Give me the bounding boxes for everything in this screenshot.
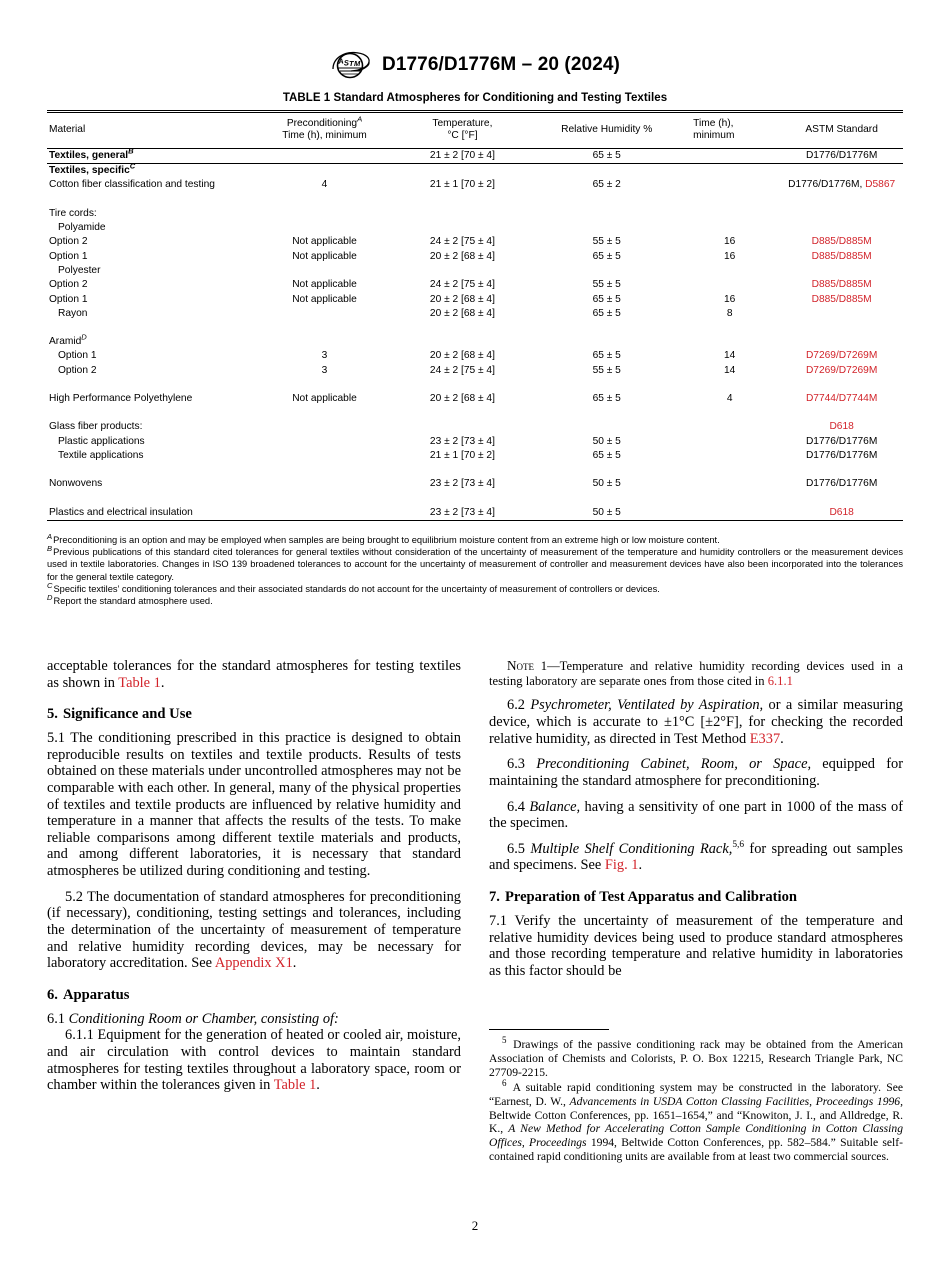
cell-material-text: Aramid	[49, 336, 82, 348]
table-row	[47, 420, 903, 434]
footnote-6-marker: 6	[502, 1077, 507, 1088]
cell-relative-humidity	[534, 221, 679, 235]
section-6-title: Apparatus	[62, 986, 130, 1003]
cell-relative-humidity: 50 ± 5	[592, 506, 621, 518]
cell-temperature: 20 ± 2 [68 ± 4]	[429, 250, 495, 262]
cell-astm-standard[interactable]: D618	[829, 421, 854, 433]
cell-relative-humidity	[534, 420, 679, 434]
link-e337[interactable]: E337	[749, 730, 781, 747]
paragraph-6-5-tail: .	[638, 857, 643, 874]
cell-astm-standard[interactable]: D885/D885M	[811, 279, 872, 291]
cell-time	[679, 264, 780, 278]
table-row	[47, 335, 903, 349]
cell-material: Rayon	[58, 307, 88, 319]
cell-temperature	[391, 207, 535, 221]
paragraph-6-3	[489, 756, 903, 789]
table-row	[47, 250, 903, 264]
paragraph-continued	[47, 658, 461, 691]
col-header-time	[679, 113, 780, 149]
paragraph-6-2-text: or a similar measuring device, which is accurate to ±1°C [±2°F], for checking the recorded relative humidity, as directed in Test Method	[489, 697, 903, 747]
note-1	[489, 658, 903, 688]
col-header-material-label: Material	[49, 124, 86, 136]
cell-time	[679, 148, 780, 163]
astm-logo-icon	[330, 50, 372, 80]
cell-time: 16	[724, 250, 736, 262]
paragraph-6-1	[47, 1011, 461, 1028]
cell-relative-humidity	[534, 164, 679, 179]
cell-time	[679, 506, 780, 521]
cell-preconditioning: Not applicable	[292, 393, 357, 405]
paragraph-5-2-text: 5.2 The documentation of standard atmospheres for preconditioning (if necessary), conditioning, testing settings and tolerances, including the determination of the uncertainty of measurement of temperature and relative humidity recording devices, may be necessary for laboratory accreditation. See	[47, 888, 461, 972]
section-heading-7	[489, 889, 903, 906]
table-body	[47, 148, 903, 535]
paragraph-6-1-italic: Conditioning Room or Chamber, consisting of:	[68, 1010, 339, 1027]
footnote-separator	[489, 1029, 609, 1030]
cell-temperature: 21 ± 2 [70 ± 4]	[391, 148, 535, 163]
section-6-number: 6.	[47, 986, 58, 1003]
cell-relative-humidity: 65 ± 5	[592, 250, 621, 262]
cell-preconditioning: Not applicable	[292, 293, 357, 305]
col-header-astm-standard-label: ASTM Standard	[805, 124, 878, 136]
cell-astm-standard: D1776/D1776M	[805, 478, 878, 490]
cell-time	[679, 278, 780, 292]
section-5-title: Significance and Use	[62, 706, 192, 723]
cell-astm-standard[interactable]: D7744/D7744M	[805, 393, 878, 405]
table-spacer-row	[47, 321, 903, 335]
cell-preconditioning: 4	[321, 179, 328, 191]
footnote-6	[489, 1077, 903, 1164]
cell-time: 14	[724, 364, 736, 376]
link-table-1-second[interactable]: Table 1	[273, 1077, 317, 1094]
cell-temperature: 21 ± 1 [70 ± 2]	[429, 449, 495, 461]
cell-relative-humidity: 65 ± 5	[534, 148, 679, 163]
col-header-time-sub: minimum	[693, 130, 735, 142]
footnote-marker-a: A	[47, 531, 53, 541]
cell-material: Option 1	[58, 350, 97, 362]
cell-relative-humidity: 65 ± 5	[592, 307, 621, 319]
document-title: D1776/D1776M – 20 (2024)	[382, 54, 620, 75]
col-header-time-label: Time (h),	[693, 118, 734, 129]
cell-astm-standard[interactable]: D7269/D7269M	[805, 350, 878, 362]
cell-material: Option 1	[49, 293, 88, 305]
cell-temperature: 24 ± 2 [75 ± 4]	[429, 364, 495, 376]
cell-time: 16	[724, 293, 736, 305]
cell-material: Option 2	[49, 236, 88, 248]
cell-temperature: 24 ± 2 [75 ± 4]	[429, 279, 495, 291]
cell-relative-humidity: 65 ± 5	[592, 293, 621, 305]
cell-astm-standard: D1776/D1776M	[805, 449, 878, 461]
cell-temperature: 23 ± 2 [73 ± 4]	[429, 435, 495, 447]
note-1-text: 1—Temperature and relative humidity recording devices used in a testing laboratory are separate ones from those cited in	[489, 659, 903, 688]
cell-time	[679, 435, 780, 449]
cell-temperature: 20 ± 2 [68 ± 4]	[429, 393, 495, 405]
cell-temperature: 20 ± 2 [68 ± 4]	[429, 350, 495, 362]
svg-text:A: A	[337, 56, 345, 66]
cell-preconditioning	[258, 335, 390, 349]
cell-astm-standard	[780, 164, 903, 179]
cell-relative-humidity: 55 ± 5	[592, 279, 621, 291]
table-row	[47, 349, 903, 363]
cell-astm-standard	[780, 335, 903, 349]
cell-relative-humidity	[534, 207, 679, 221]
table-footnote-b-text: Previous publications of this standard cited tolerances for general textiles without consideration of the uncertainty of measurement of the temperature and humidity controllers or the measurement devices used in textile laboratories. Changes in ISO 139 broadened tolerances to account for the uncertainty of measurement of controller and measurement devices have also been incorporated into the tolerances for the general textile category.	[47, 547, 903, 582]
cell-time: 4	[726, 393, 733, 405]
paragraph-6-3-number: 6.3	[507, 756, 537, 773]
section-5-number: 5.	[47, 706, 58, 723]
paragraph-6-5	[489, 841, 903, 874]
footnote-6-text-a: A suitable rapid conditioning system may be constructed in the laboratory. See “Earnest, D. W.,	[489, 1080, 903, 1108]
paragraph-6-4-italic: Balance,	[529, 798, 581, 815]
cell-preconditioning: Not applicable	[292, 236, 357, 248]
cell-astm-standard-link[interactable]: D5867	[865, 179, 896, 191]
table-row	[47, 148, 903, 163]
cell-relative-humidity: 55 ± 5	[592, 236, 621, 248]
paragraph-6-5-number: 6.5	[507, 840, 531, 857]
cell-time	[679, 207, 780, 221]
cell-time	[679, 477, 780, 491]
svg-text:M: M	[354, 59, 361, 68]
paragraph-6-2	[489, 697, 903, 747]
cell-relative-humidity: 65 ± 5	[592, 449, 621, 461]
cell-relative-humidity: 65 ± 5	[592, 393, 621, 405]
paragraph-6-4-text: having a sensitivity of one part in 1000 of the mass of the specimen.	[489, 798, 904, 832]
cell-preconditioning	[258, 207, 390, 221]
cell-astm-standard[interactable]: D7269/D7269M	[805, 364, 878, 376]
table-spacer-row	[47, 193, 903, 207]
col-header-temperature	[391, 113, 535, 149]
cell-preconditioning	[258, 264, 390, 278]
table-row	[47, 178, 903, 192]
cell-relative-humidity: 55 ± 5	[592, 364, 621, 376]
svg-text:S: S	[343, 58, 350, 68]
table-row	[47, 364, 903, 378]
table-header-row	[47, 113, 903, 149]
table-row	[47, 449, 903, 463]
paragraph-5-1: 5.1 The conditioning prescribed in this practice is designed to obtain reproducible results on textiles and textile products. Results of tests obtained on these materials under uncontrolled atmospheres may not be comparable with each other. In general, many of the physical properties of textiles and textile products are influenced by relative humidity and temperature in a manner that affects the results of the tests. To make reliable comparisons among different textile materials and products, and among different laboratories, it is necessary that standard atmospheres be utilized during conditioning and testing.	[47, 730, 461, 880]
cell-astm-standard[interactable]: D618	[829, 506, 854, 518]
paragraph-5-2-tail: .	[292, 955, 297, 972]
cell-time: 14	[724, 350, 736, 362]
link-fig-1[interactable]: Fig. 1	[604, 857, 639, 874]
cell-time: 8	[726, 307, 733, 319]
table-row	[47, 235, 903, 249]
paragraph-6-1-1-text: 6.1.1 Equipment for the generation of heated or cooled air, moisture, and air circulation with control devices to maintain standard atmospheres for testing textiles throughout a laboratory space, room or chamber within the tolerances given in	[47, 1027, 461, 1094]
link-6-1-1[interactable]: 6.1.1	[767, 673, 793, 688]
cell-preconditioning	[258, 164, 390, 179]
footnote-6-text-b: Beltwide Cotton Conferences, pp. 1651–1654,” and “Knowiton, J. I., and Alldredge, R. K.,	[489, 1108, 903, 1136]
cell-relative-humidity	[534, 335, 679, 349]
cell-relative-humidity: 65 ± 2	[592, 179, 621, 191]
cell-astm-standard[interactable]: D885/D885M	[811, 236, 872, 248]
cell-temperature	[391, 164, 535, 179]
body-column-right	[489, 658, 903, 979]
col-header-relative-humidity	[534, 113, 679, 149]
section-7-title: Preparation of Test Apparatus and Calibration	[504, 889, 798, 906]
cell-time	[679, 164, 780, 179]
table-spacer-row	[47, 463, 903, 477]
cell-preconditioning	[258, 221, 390, 235]
cell-astm-standard[interactable]: D885/D885M	[811, 293, 872, 305]
cell-temperature	[391, 264, 535, 278]
cell-material: Option 2	[49, 279, 88, 291]
cell-material: Textiles, general$^B$	[47, 148, 258, 163]
paragraph-6-4	[489, 799, 903, 832]
link-appendix-x1[interactable]: Appendix X1	[214, 955, 293, 972]
cell-preconditioning	[258, 477, 390, 491]
paragraph-6-2-italic: Psychrometer, Ventilated by Aspiration,	[530, 697, 764, 714]
cell-temperature: 23 ± 2 [73 ± 4]	[429, 478, 495, 490]
cell-material-text: Textiles, general	[49, 149, 129, 161]
cell-preconditioning	[258, 506, 390, 521]
table-row	[47, 392, 903, 406]
cell-material: High Performance Polyethylene	[49, 393, 193, 405]
page-number: 2	[471, 1218, 479, 1233]
cell-relative-humidity: 50 ± 5	[592, 435, 621, 447]
cell-astm-standard	[780, 307, 903, 321]
cell-preconditioning: 3	[321, 350, 328, 362]
table-1	[47, 110, 903, 535]
cell-relative-humidity: 65 ± 5	[592, 350, 621, 362]
table-spacer-row	[47, 492, 903, 506]
table-footnotes	[47, 531, 903, 607]
table-footnote-c	[47, 580, 903, 595]
paragraph-6-1-1	[47, 1027, 461, 1094]
note-1-label: Note	[507, 658, 535, 673]
cell-preconditioning	[258, 307, 390, 321]
svg-text:T: T	[349, 59, 354, 68]
cell-time	[679, 335, 780, 349]
cell-preconditioning: Not applicable	[292, 250, 357, 262]
cell-material: Polyester	[58, 264, 101, 276]
paragraph-6-1-1-tail: .	[316, 1077, 320, 1094]
table-row	[47, 164, 903, 179]
cell-time	[679, 178, 780, 192]
cell-relative-humidity: 50 ± 5	[592, 478, 621, 490]
footnote-5-marker: 5	[502, 1035, 507, 1046]
cell-material: Polyamide	[58, 222, 106, 234]
table-row	[47, 435, 903, 449]
cell-preconditioning	[258, 420, 390, 434]
table-footnote-d	[47, 592, 903, 607]
paragraph-6-1-number: 6.1	[47, 1010, 69, 1027]
footnote-6-text-c: 1994, Beltwide Cotton Conferences, pp. 582–584.” Suitable self-contained rapid conditioning units are available from at least two commercial sources.	[489, 1136, 903, 1164]
cell-material: Nonwovens	[49, 478, 103, 490]
cell-temperature: 24 ± 2 [75 ± 4]	[429, 236, 495, 248]
table-footnote-d-text: Report the standard atmosphere used.	[53, 595, 213, 606]
cell-material: Cotton fiber classification and testing	[49, 179, 215, 191]
page-footnotes	[489, 1029, 903, 1165]
table-row	[47, 477, 903, 491]
cell-material: Option 1	[49, 250, 88, 262]
cell-material: Tire cords:	[49, 207, 97, 219]
col-header-temperature-label: Temperature,	[432, 118, 493, 129]
cell-temperature: 20 ± 2 [68 ± 4]	[429, 293, 495, 305]
cell-preconditioning	[258, 148, 390, 163]
section-7-number: 7.	[489, 889, 500, 906]
paragraph-6-3-italic: Preconditioning Cabinet, Room, or Space,	[536, 756, 812, 773]
paragraph-continued-text: acceptable tolerances for the standard atmospheres for testing textiles as shown in	[47, 658, 461, 691]
body-column-left	[47, 658, 461, 1094]
footnote-marker-c: C	[47, 580, 53, 590]
cell-astm-standard-text: D1776/D1776M,	[788, 179, 866, 191]
cell-preconditioning: 3	[321, 364, 328, 376]
footnote-marker-b: B	[47, 544, 53, 554]
cell-preconditioning	[258, 435, 390, 449]
cell-temperature: 21 ± 1 [70 ± 2]	[429, 179, 495, 191]
table-1-container	[47, 92, 903, 535]
cell-astm-standard: D1776/D1776M	[805, 435, 878, 447]
table-row	[47, 264, 903, 278]
paragraph-6-2-number: 6.2	[507, 697, 531, 714]
footnote-6-italic-2: A New Method for Accelerating Cotton Sample Conditioning in Cotton Classing Offices, Proceedings	[489, 1122, 903, 1150]
cell-time	[679, 420, 780, 434]
table-footnote-a-text: Preconditioning is an option and may be employed when samples are being brought to equilibrium moisture content from an extreme high or low moisture content.	[53, 535, 720, 545]
cell-temperature	[391, 221, 535, 235]
table-spacer-row	[47, 406, 903, 420]
cell-astm-standard[interactable]: D885/D885M	[811, 250, 872, 262]
cell-time	[679, 449, 780, 463]
cell-preconditioning: Not applicable	[292, 279, 357, 291]
footnote-marker-d: D	[47, 592, 53, 602]
cell-time: 16	[724, 236, 736, 248]
table-bottom-rule	[47, 520, 903, 535]
cell-material-text: Textiles, specific	[49, 165, 130, 177]
footnote-ref-5-6[interactable]: 5,6	[732, 840, 745, 851]
cell-material: Plastics and electrical insulation	[49, 506, 193, 518]
footnote-5	[489, 1035, 903, 1080]
col-header-preconditioning-sub: Time (h), minimum	[282, 130, 367, 142]
col-header-preconditioning: Preconditioning$^A$ Time (h), minimum	[258, 113, 390, 149]
col-header-relative-humidity-label: Relative Humidity %	[561, 124, 653, 136]
table-row	[47, 221, 903, 235]
paragraph-6-5-text: for spreading out samples and specimens. See	[489, 840, 903, 874]
cell-astm-standard	[780, 221, 903, 235]
col-header-temperature-units: °C [°F]	[447, 130, 478, 142]
paragraph-7-1: 7.1 Verify the uncertainty of measurement of the temperature and relative humidity devices being used to produce standard atmospheres and those recording temperature and relative humidity in laboratories as this factor should be	[489, 912, 903, 979]
cell-astm-standard	[780, 178, 903, 192]
cell-astm-standard: D1776/D1776M	[780, 148, 903, 163]
table-footnote-b	[47, 546, 903, 583]
section-heading-5	[47, 706, 461, 723]
document-header	[0, 50, 950, 80]
cell-time	[679, 221, 780, 235]
col-header-preconditioning-label: Preconditioning	[286, 118, 358, 129]
paragraph-6-4-number: 6.4	[507, 798, 530, 815]
table-row	[47, 506, 903, 521]
table-spacer-row	[47, 378, 903, 392]
section-heading-6	[47, 987, 461, 1004]
cell-temperature	[391, 420, 535, 434]
cell-temperature	[391, 335, 535, 349]
cell-temperature: 20 ± 2 [68 ± 4]	[429, 307, 495, 319]
table-row	[47, 293, 903, 307]
cell-astm-standard	[780, 264, 903, 278]
footnote-6-italic-1: Advancements in USDA Cotton Classing Facilities, Proceedings 1996,	[569, 1094, 903, 1108]
col-header-material	[47, 113, 258, 149]
table-row	[47, 278, 903, 292]
paragraph-6-3-text: equipped for maintaining the standard atmosphere for preconditioning.	[489, 756, 903, 789]
cell-material: Textile applications	[58, 449, 144, 461]
cell-material: Option 2	[58, 364, 97, 376]
cell-relative-humidity	[534, 264, 679, 278]
table-footnote-c-text: Specific textiles’ conditioning tolerances and their associated standards do not account for the uncertainty of measurement of controllers or devices.	[53, 583, 660, 594]
cell-preconditioning	[258, 449, 390, 463]
link-table-1[interactable]: Table 1	[118, 674, 161, 691]
table-footnote-a	[47, 531, 903, 546]
footnote-5-text: Drawings of the passive conditioning rack may be obtained from the American Association of Chemists and Colorists, P. O. Box 12215, Research Triangle Park, NC 27709-2215.	[489, 1038, 903, 1079]
col-header-astm-standard	[780, 113, 903, 149]
table-row	[47, 207, 903, 221]
table-row	[47, 307, 903, 321]
paragraph-5-2	[47, 889, 461, 972]
cell-temperature: 23 ± 2 [73 ± 4]	[429, 506, 495, 518]
table-1-title: TABLE 1 Standard Atmospheres for Conditioning and Testing Textiles	[282, 92, 668, 104]
cell-material: Glass fiber products:	[49, 421, 143, 433]
cell-astm-standard	[780, 207, 903, 221]
cell-material: Textiles, specific$^C$	[49, 161, 136, 177]
paragraph-6-5-italic: Multiple Shelf Conditioning Rack,	[530, 840, 733, 857]
cell-material: Plastic applications	[58, 435, 145, 447]
cell-material: Aramid$^D$	[49, 332, 87, 348]
paragraph-6-2-tail: .	[780, 730, 784, 747]
paragraph-continued-tail: .	[160, 674, 165, 691]
